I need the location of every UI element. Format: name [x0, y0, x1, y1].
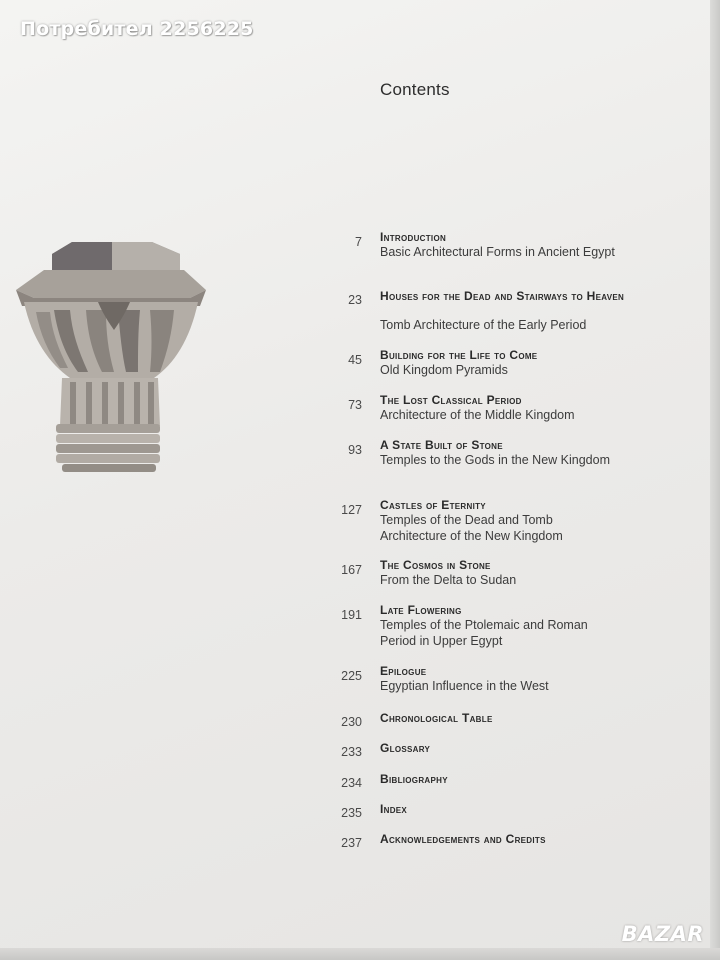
page-number: 45: [348, 353, 362, 367]
chapter-subtitle: Temples of the Dead and Tomb Architecture of the New Kingdom: [380, 513, 563, 543]
chapter-heading: Glossary: [380, 741, 431, 755]
page-number: 7: [355, 235, 362, 249]
chapter-heading: The Cosmos in Stone: [380, 558, 491, 572]
chapter-subtitle: Architecture of the Middle Kingdom: [380, 408, 575, 422]
chapter-heading: Chronological Table: [380, 711, 493, 725]
chapter-subtitle: Basic Architectural Forms in Ancient Egypt: [380, 245, 615, 259]
chapter-heading: Late Flowering: [380, 603, 462, 617]
chapter-heading: A State Built of Stone: [380, 438, 503, 452]
page-title: Contents: [380, 80, 450, 99]
chapter-heading: The Lost Classical Period: [380, 393, 522, 407]
user-watermark: Потребител 2256225: [20, 18, 254, 40]
bazar-logo-watermark: BAZAR: [621, 922, 704, 946]
chapter-heading: Epilogue: [380, 664, 427, 678]
chapter-subtitle: Tomb Architecture of the Early Period: [380, 318, 587, 332]
chapter-heading: Acknowledgements and Credits: [380, 832, 546, 846]
page-number: 167: [341, 563, 362, 577]
page-number: 235: [341, 806, 362, 820]
chapter-heading: Index: [380, 802, 408, 816]
page-number: 233: [341, 745, 362, 759]
chapter-heading: Houses for the Dead and Stairways to Heaven: [380, 289, 625, 303]
chapter-heading: Castles of Eternity: [380, 498, 486, 512]
page-number: 127: [341, 503, 362, 517]
page-number: 225: [341, 669, 362, 683]
page-number: 23: [348, 293, 362, 307]
chapter-subtitle: Temples of the Ptolemaic and Roman Period in Upper Egypt: [380, 618, 588, 648]
chapter-heading: Bibliography: [380, 772, 448, 786]
page-number: 191: [341, 608, 362, 622]
page-number: 93: [348, 443, 362, 457]
chapter-heading: Introduction: [380, 230, 447, 244]
chapter-subtitle: Old Kingdom Pyramids: [380, 363, 508, 377]
page-edge-shadow: [710, 0, 720, 960]
page-number: 73: [348, 398, 362, 412]
chapter-subtitle: Egyptian Influence in the West: [380, 679, 549, 693]
page-bottom-shadow: [0, 948, 720, 960]
chapter-subtitle: From the Delta to Sudan: [380, 573, 517, 587]
page-number: 237: [341, 836, 362, 850]
chapter-heading: Building for the Life to Come: [380, 348, 538, 362]
chapter-subtitle: Temples to the Gods in the New Kingdom: [380, 453, 610, 467]
page-number: 230: [341, 715, 362, 729]
page-number: 234: [341, 776, 362, 790]
